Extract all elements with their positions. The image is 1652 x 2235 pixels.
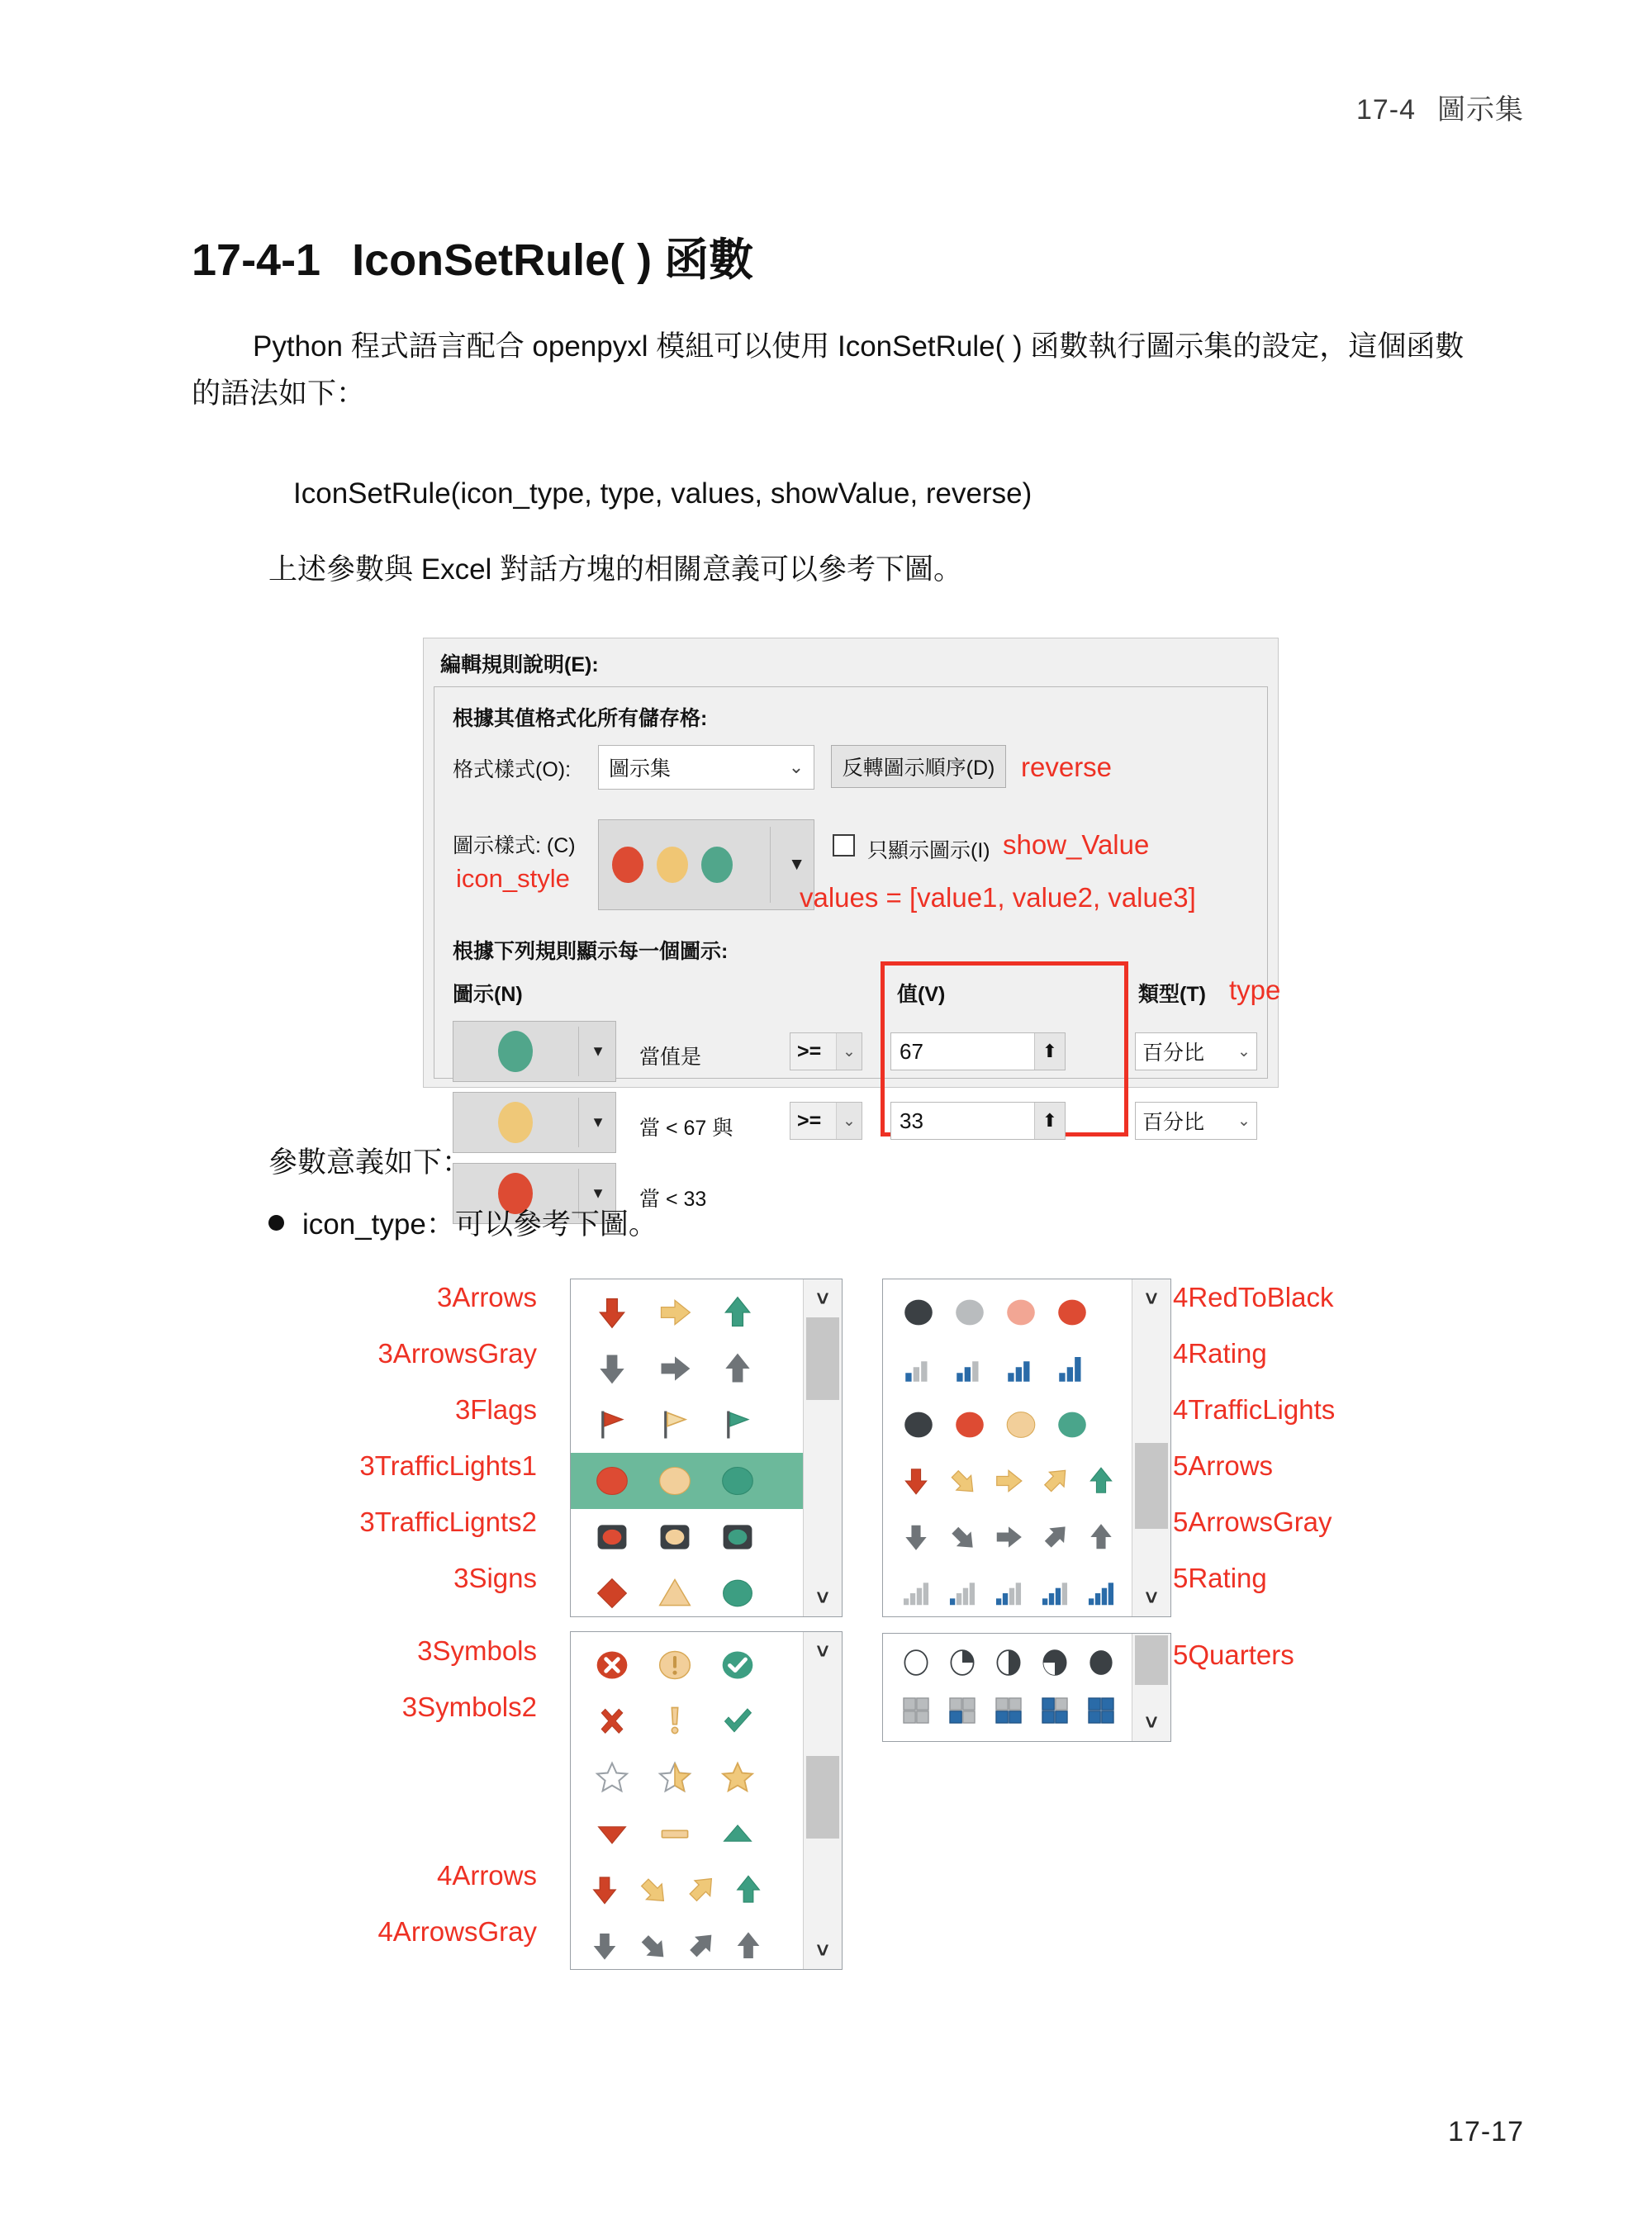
icon-set-row-3trafficlights2[interactable] — [581, 1509, 803, 1565]
gray-up-right-arrow-icon — [1032, 1521, 1078, 1553]
icon-style-preview — [599, 847, 733, 883]
gray-down-arrow-icon — [893, 1521, 939, 1553]
chevron-down-icon: ▼ — [591, 1113, 605, 1131]
green-circle-icon — [701, 847, 733, 883]
red-circle-cross-icon — [581, 1647, 643, 1683]
section-title: IconSetRule( ) 函數 — [352, 235, 754, 285]
icon-set-row-3triangles[interactable] — [581, 1806, 803, 1862]
rule-operator-combo-2[interactable] — [790, 1102, 862, 1140]
divider — [578, 1027, 579, 1076]
chevron-down-icon[interactable]: ˅ — [816, 1937, 829, 1962]
label-3symbols2: 3Symbols2 — [401, 1692, 537, 1722]
label-4redtoblack: 4RedToBlack — [1173, 1282, 1334, 1312]
column-header-icon: 圖示(N) — [453, 983, 523, 1006]
format-style-combo[interactable] — [598, 745, 814, 790]
column-header-value: 值(V) — [897, 983, 946, 1006]
green-circle-check-icon — [706, 1647, 769, 1683]
red-down-arrow-icon — [581, 1873, 629, 1906]
quarter-1-circle-icon — [939, 1647, 985, 1678]
rule-type-combo-1[interactable] — [1135, 1032, 1257, 1070]
rule-condition-3: 當 < 33 — [639, 1188, 707, 1211]
running-head-title: 圖示集 — [1437, 94, 1524, 126]
label-5arrowsgray: 5ArrowsGray — [1173, 1507, 1332, 1537]
yellow-triangle-icon — [643, 1575, 706, 1611]
icon-set-row-3trafficlights1[interactable] — [571, 1453, 803, 1509]
icon-set-row-4arrows[interactable] — [581, 1862, 803, 1918]
label-3symbols: 3Symbols — [417, 1635, 537, 1666]
chevron-down-icon: ⌄ — [836, 1033, 862, 1070]
annotation-type: type — [1229, 975, 1281, 1005]
green-boxed-light-icon — [706, 1519, 769, 1555]
gray-right-arrow-icon — [643, 1350, 706, 1387]
value-picker-icon[interactable]: ⬆ — [1034, 1033, 1065, 1070]
quarter-2-circle-icon — [985, 1647, 1032, 1678]
annotation-values: values = [value1, value2, value3] — [800, 882, 1196, 913]
red-diamond-icon — [581, 1575, 643, 1611]
red-circle-icon — [944, 1407, 995, 1442]
quarter-3-circle-icon — [1032, 1647, 1078, 1678]
bullet-icon-type — [268, 1202, 657, 1243]
chevron-down-icon: ⌄ — [1237, 1112, 1251, 1130]
icon-set-row-3symbols2[interactable] — [581, 1693, 803, 1749]
dialog-caption: 編輯規則說明(E): — [440, 653, 599, 676]
label-4rating: 4Rating — [1173, 1338, 1267, 1369]
green-check-icon — [706, 1703, 769, 1739]
icon-style-label: 圖示樣式: (C) — [453, 834, 576, 857]
yellow-down-right-arrow-icon — [939, 1465, 985, 1497]
icon-set-list-left-bottom[interactable] — [570, 1631, 843, 1970]
chevron-up-icon[interactable]: ˅ — [816, 1285, 829, 1311]
icon-set-row-5boxes[interactable] — [893, 1687, 1132, 1734]
scrollbar-thumb[interactable] — [1135, 1635, 1168, 1685]
label-3arrows: 3Arrows — [436, 1282, 537, 1312]
boxes-2-of-4-icon — [985, 1695, 1032, 1726]
red-boxed-light-icon — [581, 1519, 643, 1555]
section-number: 17-4-1 — [192, 235, 321, 285]
chevron-down-icon[interactable]: ˅ — [1145, 1584, 1158, 1610]
icon-set-row-5rating[interactable] — [893, 1565, 1132, 1621]
label-5quarters: 5Quarters — [1173, 1639, 1294, 1670]
label-4arrowsgray: 4ArrowsGray — [377, 1916, 537, 1947]
green-up-arrow-icon — [706, 1294, 769, 1331]
gray-up-right-arrow-icon — [676, 1929, 724, 1962]
yellow-circle-icon — [498, 1102, 533, 1143]
quarter-4-circle-icon — [1078, 1647, 1124, 1678]
icon-set-row-4rating[interactable] — [893, 1341, 1132, 1397]
rating-3-of-5-icon — [1032, 1578, 1078, 1609]
chevron-down-icon: ▼ — [591, 1184, 605, 1202]
rating-2-of-5-icon — [985, 1578, 1032, 1609]
rule-value-input-2[interactable] — [890, 1102, 1066, 1140]
red-circle-icon — [581, 1463, 643, 1499]
rule-operator-2: >= — [797, 1108, 822, 1132]
rule-value-1: 67 — [900, 1038, 923, 1064]
quarter-0-circle-icon — [893, 1647, 939, 1678]
running-head — [1356, 87, 1524, 127]
yellow-dash-icon — [643, 1815, 706, 1852]
gray-down-arrow-icon — [581, 1929, 629, 1962]
chevron-up-icon[interactable]: ˅ — [1145, 1285, 1158, 1311]
bullet-icon — [268, 1215, 284, 1231]
label-4trafficlights: 4TrafficLights — [1173, 1394, 1336, 1425]
icon-set-rows — [571, 1632, 803, 1969]
format-style-value: 圖示集 — [609, 757, 672, 781]
icon-set-row-5arrows[interactable] — [893, 1453, 1132, 1509]
red-down-arrow-icon — [581, 1294, 643, 1331]
icon-set-row-3arrowsgray[interactable] — [581, 1341, 803, 1397]
yellow-down-right-arrow-icon — [629, 1873, 676, 1906]
yellow-boxed-light-icon — [643, 1519, 706, 1555]
show-icon-only-label: 只顯示圖示(I) — [867, 839, 990, 862]
rule-type-2: 百分比 — [1142, 1111, 1205, 1134]
scrollbar-thumb[interactable] — [806, 1317, 839, 1400]
yellow-exclamation-icon — [643, 1703, 706, 1739]
divider — [770, 827, 771, 903]
label-5rating: 5Rating — [1173, 1563, 1267, 1593]
gray-up-arrow-icon — [1078, 1521, 1124, 1553]
rule-condition-2: 當 < 67 與 — [639, 1117, 733, 1140]
gray-down-arrow-icon — [581, 1350, 643, 1387]
reverse-icon-order-button[interactable]: 反轉圖示順序(D) — [831, 745, 1006, 788]
label-3flags: 3Flags — [454, 1394, 537, 1425]
label-4arrows: 4Arrows — [436, 1860, 537, 1891]
red-circle-icon — [612, 847, 643, 883]
boxes-4-of-4-icon — [1078, 1695, 1124, 1726]
rating-3-of-4-icon — [995, 1351, 1047, 1386]
gray-up-arrow-icon — [724, 1929, 772, 1962]
yellow-circle-icon — [643, 1463, 706, 1499]
rules-lead-label: 根據下列規則顯示每一個圖示: — [453, 940, 729, 963]
rating-2-of-4-icon — [944, 1351, 995, 1386]
yellow-circle-exclamation-icon — [643, 1647, 706, 1683]
full-star-icon — [706, 1759, 769, 1796]
icon-set-row-5quarters-circles[interactable] — [893, 1639, 1132, 1687]
annotation-reverse: reverse — [1021, 752, 1113, 782]
icon-set-list-right-top[interactable] — [882, 1279, 1171, 1617]
label-3trafficlights2: 3TrafficLignts2 — [359, 1507, 537, 1537]
yellow-flag-icon — [643, 1407, 706, 1443]
rule-value-2: 33 — [900, 1108, 923, 1133]
icon-set-row-3arrows[interactable] — [581, 1284, 803, 1341]
yellow-up-right-arrow-icon — [1032, 1465, 1078, 1497]
gray-circle-icon — [944, 1295, 995, 1330]
syntax-line: IconSetRule(icon_type, type, values, showValue, reverse) — [293, 477, 1032, 510]
green-up-triangle-icon — [706, 1815, 769, 1852]
rule-value-input-1[interactable] — [890, 1032, 1066, 1070]
black-circle-icon — [893, 1295, 944, 1330]
label-5arrows: 5Arrows — [1173, 1450, 1274, 1481]
icon-set-row-4trafficlights[interactable] — [893, 1397, 1132, 1453]
chevron-up-icon[interactable]: ˅ — [816, 1638, 829, 1663]
chevron-down-icon: ▼ — [788, 855, 805, 874]
half-star-icon — [643, 1759, 706, 1796]
icon-style-combo[interactable] — [598, 819, 814, 910]
yellow-up-right-arrow-icon — [676, 1873, 724, 1906]
green-up-arrow-icon — [1078, 1465, 1124, 1497]
chevron-down-icon[interactable]: ˅ — [816, 1584, 829, 1610]
rating-4-of-5-icon — [1078, 1578, 1124, 1609]
red-flag-icon — [581, 1407, 643, 1443]
section-title-label: 根據其值格式化所有儲存格: — [453, 707, 708, 730]
rule-type-combo-2[interactable] — [1135, 1102, 1257, 1140]
label-3signs: 3Signs — [453, 1563, 537, 1593]
chevron-down-icon: ▼ — [591, 1042, 605, 1060]
green-up-arrow-icon — [724, 1873, 772, 1906]
icon-set-rows — [883, 1279, 1132, 1616]
yellow-circle-icon — [657, 847, 688, 883]
icon-set-row-4redtoblack[interactable] — [893, 1284, 1132, 1341]
icon-set-row-5arrowsgray[interactable] — [893, 1509, 1132, 1565]
rating-1-of-4-icon — [893, 1351, 944, 1386]
column-header-type: 類型(T) — [1138, 983, 1206, 1006]
chevron-down-icon: ⌄ — [788, 757, 805, 777]
chevron-down-icon: ⌄ — [836, 1103, 862, 1139]
rule-operator-1: >= — [797, 1039, 822, 1063]
green-circle-icon — [706, 1575, 769, 1611]
scrollbar-thumb[interactable] — [1135, 1443, 1168, 1529]
gray-down-right-arrow-icon — [939, 1521, 985, 1553]
red-down-arrow-icon — [893, 1465, 939, 1497]
running-head-number: 17-4 — [1355, 94, 1416, 126]
icon-set-list-right-bottom[interactable] — [882, 1633, 1171, 1742]
rating-1-of-5-icon — [939, 1578, 985, 1609]
page-number: 17-17 — [1448, 2116, 1524, 2147]
rating-0-of-5-icon — [893, 1578, 939, 1609]
red-down-triangle-icon — [581, 1815, 643, 1852]
red-circle-icon — [1047, 1295, 1098, 1330]
intro-paragraph: Python 程式語言配合 openpyxl 模組可以使用 IconSetRule( ) 函數執行圖示集的設定，這個函數的語法如下： — [192, 330, 1464, 410]
yellow-right-arrow-icon — [985, 1465, 1032, 1497]
rule-type-1: 百分比 — [1142, 1042, 1205, 1065]
annotation-icon-style: icon_style — [456, 864, 570, 893]
icon-set-row-4arrowsgray[interactable] — [581, 1918, 803, 1974]
red-cross-icon — [581, 1703, 643, 1739]
icon-set-list-left-top[interactable] — [570, 1279, 843, 1617]
bullet-icon-type-text: icon_type：可以參考下圖。 — [302, 1208, 657, 1241]
gray-right-arrow-icon — [985, 1521, 1032, 1553]
rating-4-of-4-icon — [1047, 1351, 1098, 1386]
black-circle-icon — [893, 1407, 944, 1442]
green-circle-icon — [498, 1031, 533, 1072]
green-circle-icon — [706, 1463, 769, 1499]
scrollbar-right-bottom[interactable] — [1132, 1634, 1170, 1741]
gray-down-right-arrow-icon — [629, 1929, 676, 1962]
icon-set-rows — [571, 1279, 803, 1616]
note-paragraph: 上述參數與 Excel 對話方塊的相關意義可以參考下圖。 — [268, 553, 963, 586]
icon-set-row-3flags[interactable] — [581, 1397, 803, 1453]
label-3trafficlights1: 3TrafficLights1 — [359, 1450, 537, 1481]
page-title — [192, 225, 753, 288]
scrollbar-thumb[interactable] — [806, 1756, 839, 1839]
scrollbar-left-top[interactable] — [803, 1279, 842, 1616]
value-picker-icon[interactable]: ⬆ — [1034, 1103, 1065, 1139]
yellow-circle-icon — [995, 1407, 1047, 1442]
green-flag-icon — [706, 1407, 769, 1443]
green-circle-icon — [1047, 1407, 1098, 1442]
boxes-1-of-4-icon — [939, 1695, 985, 1726]
dialog-inner-panel — [434, 686, 1281, 1211]
label-3arrowsgray: 3ArrowsGray — [377, 1338, 537, 1369]
icon-set-row-3signs[interactable] — [581, 1565, 803, 1621]
icon-set-rows — [883, 1634, 1132, 1741]
excel-conditional-format-dialog — [423, 638, 1281, 1211]
scrollbar-left-bottom[interactable] — [803, 1632, 842, 1969]
icon-set-row-3symbols[interactable] — [581, 1637, 803, 1693]
params-lead: 參數意義如下： — [268, 1146, 472, 1179]
chevron-down-icon[interactable]: ˅ — [1145, 1709, 1158, 1734]
rule-condition-1: 當值是 — [639, 1046, 702, 1069]
rule-operator-combo-1[interactable] — [790, 1032, 862, 1070]
boxes-0-of-4-icon — [893, 1695, 939, 1726]
show-icon-only-checkbox[interactable] — [833, 834, 855, 857]
annotation-show-value: show_Value — [1003, 829, 1150, 860]
scrollbar-right-top[interactable] — [1132, 1279, 1170, 1616]
pink-circle-icon — [995, 1295, 1047, 1330]
icon-set-row-3stars[interactable] — [581, 1749, 803, 1806]
boxes-3-of-4-icon — [1032, 1695, 1078, 1726]
gray-up-arrow-icon — [706, 1350, 769, 1387]
chevron-down-icon: ⌄ — [1237, 1042, 1251, 1061]
yellow-right-arrow-icon — [643, 1294, 706, 1331]
format-style-label: 格式樣式(O): — [453, 758, 572, 781]
rule-icon-selector-1[interactable] — [453, 1021, 616, 1082]
empty-star-icon — [581, 1759, 643, 1796]
